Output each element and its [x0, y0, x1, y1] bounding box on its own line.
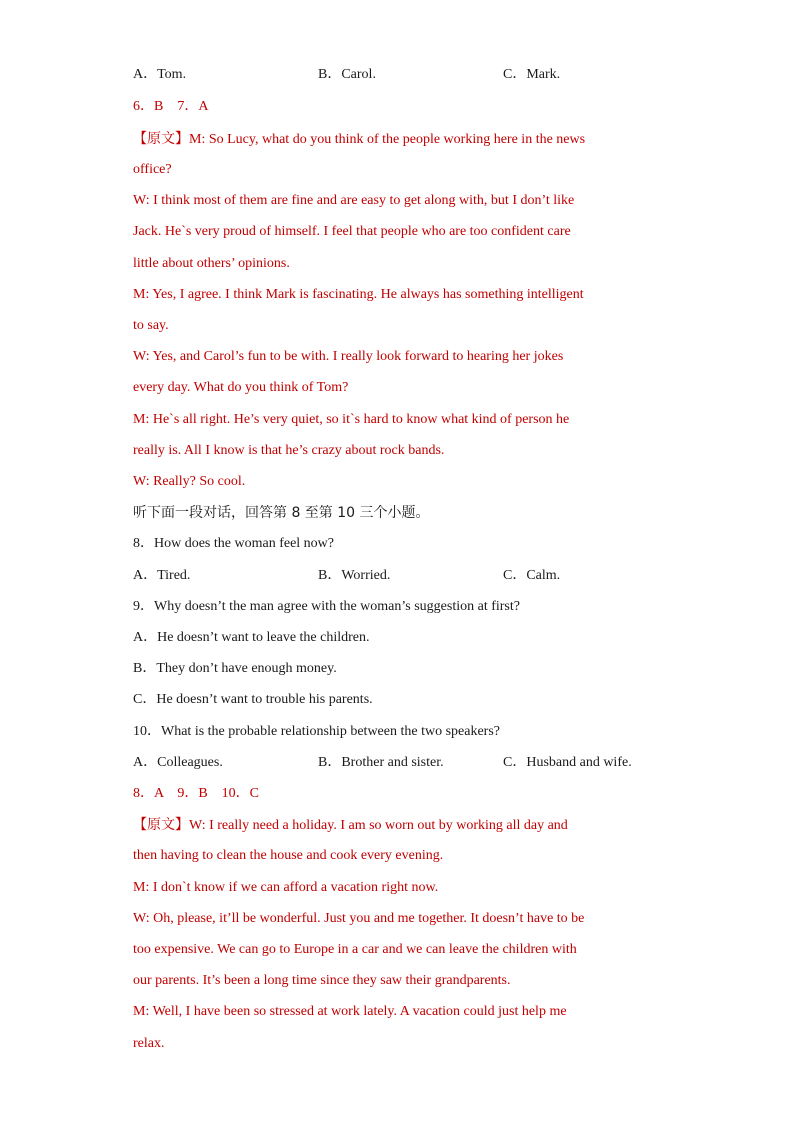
option-b-q9: B．They don’t have enough money. [133, 661, 337, 676]
option-c-q8: C．Calm. [503, 568, 561, 583]
transcript-line: really is. All I know is that he’s crazy about rock bands. [133, 443, 445, 458]
question-10: 10．What is the probable relationship between the two speakers? [133, 724, 500, 739]
transcript-text: W: I really need a holiday. I am so worn out by working all day and [189, 818, 568, 833]
transcript-tag: 【原文】 [133, 131, 189, 147]
option-c-q9: C．He doesn’t want to trouble his parents. [133, 692, 373, 707]
transcript-line: our parents. It’s been a long time since they saw their grandparents. [133, 973, 511, 988]
option-c-q7: C．Mark. [503, 67, 561, 82]
question-9: 9．Why doesn’t the man agree with the woman’s suggestion at first? [133, 599, 520, 614]
transcript-line [133, 130, 585, 149]
transcript-line: to say. [133, 318, 169, 333]
transcript-line: W: Oh, please, it’ll be wonderful. Just you and me together. It doesn’t have to be [133, 911, 585, 926]
transcript-text: M: So Lucy, what do you think of the people working here in the news [189, 132, 586, 147]
option-a-q9: A．He doesn’t want to leave the children. [133, 630, 370, 645]
option-b-q10: B．Brother and sister. [318, 755, 444, 770]
transcript-line: M: I don`t know if we can afford a vacation right now. [133, 880, 439, 895]
option-c-q10: C．Husband and wife. [503, 755, 632, 770]
transcript-line: W: Really? So cool. [133, 474, 246, 489]
transcript-line: then having to clean the house and cook every evening. [133, 848, 444, 863]
transcript-line: M: Well, I have been so stressed at work lately. A vacation could just help me [133, 1004, 567, 1019]
answer-key-6-7: 6．B 7．A [133, 99, 209, 114]
transcript-line: too expensive. We can go to Europe in a car and we can leave the children with [133, 942, 577, 957]
option-a-q10: A．Colleagues. [133, 755, 223, 770]
transcript-line: M: Yes, I agree. I think Mark is fascinating. He always has something intelligent [133, 287, 584, 302]
transcript-line: W: I think most of them are fine and are easy to get along with, but I don’t like [133, 193, 575, 208]
option-a-q8: A．Tired. [133, 568, 191, 583]
question-8: 8．How does the woman feel now? [133, 536, 335, 551]
transcript-tag: 【原文】 [133, 817, 189, 833]
transcript-line: Jack. He`s very proud of himself. I feel that people who are too confident care [133, 224, 571, 239]
transcript-line [133, 816, 568, 835]
option-b-q8: B．Worried. [318, 568, 391, 583]
transcript-line: relax. [133, 1036, 165, 1051]
option-a-q7: A．Tom. [133, 67, 187, 82]
transcript-line: M: He`s all right. He’s very quiet, so it`s hard to know what kind of person he [133, 412, 570, 427]
transcript-line: little about others’ opinions. [133, 256, 290, 271]
option-b-q7: B．Carol. [318, 67, 376, 82]
section-instruction: 听下面一段对话，回答第 8 至第 10 三个小题。 [133, 505, 430, 521]
transcript-line: W: Yes, and Carol’s fun to be with. I really look forward to hearing her jokes [133, 349, 564, 364]
transcript-line: every day. What do you think of Tom? [133, 380, 349, 395]
answer-key-8-10: 8．A 9．B 10．C [133, 786, 260, 801]
transcript-line: office? [133, 162, 172, 177]
